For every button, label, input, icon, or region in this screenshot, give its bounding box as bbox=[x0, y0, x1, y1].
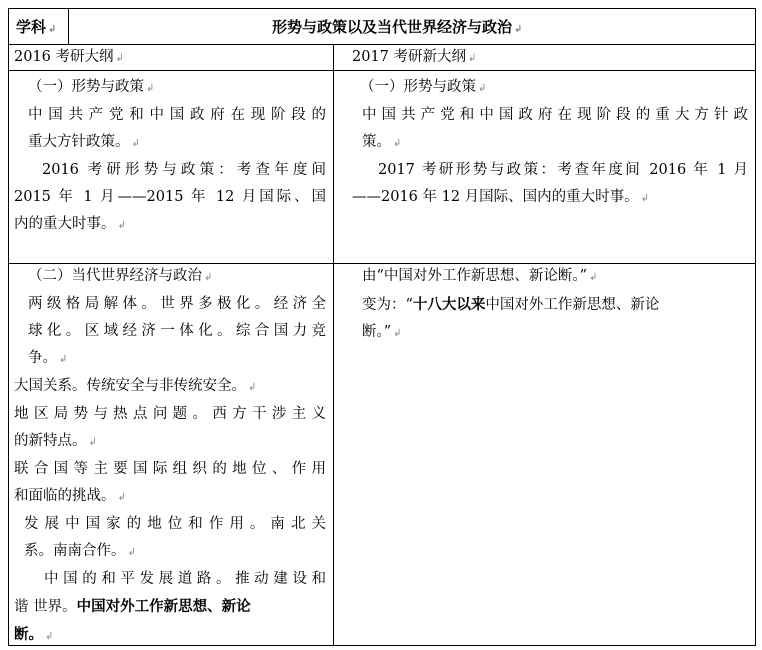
column-header-2017-text: 2017 考研新大纲 bbox=[352, 49, 467, 65]
column-header-2016-text: 2016 考研大纲 bbox=[14, 49, 114, 65]
section2-old-line: 球化。区域经济一体化。综合国力竞 bbox=[28, 323, 326, 339]
paragraph-mark-icon: ↲ bbox=[48, 24, 57, 35]
subject-label-text: 学科 bbox=[16, 18, 47, 36]
section1-new-line: ——2016 年 12 月国际、国内的重大时事。 bbox=[352, 189, 639, 205]
section1-new-heading: （一）形势与政策 bbox=[360, 79, 476, 95]
section1-old-line: 内的重大时事。 bbox=[14, 216, 116, 232]
section1-new-line: 策。 bbox=[362, 134, 391, 150]
section2-old-line: 中国的和平发展道路。推动建设和 bbox=[44, 571, 326, 587]
paragraph-mark-icon: ↲ bbox=[45, 631, 54, 642]
section2-old-line: 联合国等主要国际组织的地位、作用 bbox=[14, 461, 326, 477]
section1-old-heading: （一）形势与政策 bbox=[28, 79, 144, 95]
column-header-2016 bbox=[14, 45, 124, 71]
subject-label bbox=[16, 17, 56, 40]
section2-old-line: 大国关系。传统安全与非传统安全。 bbox=[14, 378, 246, 394]
paragraph-mark-icon: ↲ bbox=[146, 83, 155, 94]
table-border-left bbox=[8, 8, 9, 646]
table-border-top bbox=[8, 8, 756, 9]
paragraph-mark-icon: ↲ bbox=[514, 24, 523, 35]
paragraph-mark-icon: ↲ bbox=[88, 437, 97, 448]
paragraph-mark-icon: ↲ bbox=[478, 83, 487, 94]
section2-new-prefix: 变为：“ bbox=[362, 297, 413, 313]
section2-old-line: 地区局势与热点问题。西方干涉主义 bbox=[14, 406, 326, 422]
paragraph-mark-icon: ↲ bbox=[393, 328, 402, 339]
section2-new-line: 断。” bbox=[362, 324, 392, 340]
table-border-right bbox=[755, 8, 756, 646]
section2-new-bold: 十八大以来 bbox=[412, 296, 486, 313]
section1-new-cell bbox=[352, 74, 748, 212]
paragraph-mark-icon: ↲ bbox=[117, 492, 126, 503]
paragraph-mark-icon: ↲ bbox=[468, 53, 477, 64]
section2-old-heading: （二）当代世界经济与政治 bbox=[28, 268, 202, 284]
section2-old-line: 的新特点。 bbox=[14, 433, 87, 449]
column-header-2017 bbox=[352, 45, 476, 71]
paragraph-mark-icon: ↲ bbox=[640, 193, 650, 204]
paragraph-mark-icon: ↲ bbox=[131, 138, 140, 149]
paragraph-mark-icon: ↲ bbox=[117, 220, 126, 231]
paragraph-mark-icon: ↲ bbox=[248, 382, 257, 393]
paragraph-mark-icon: ↲ bbox=[589, 272, 598, 283]
paragraph-mark-icon: ↲ bbox=[393, 138, 402, 149]
section2-old-line: 争。 bbox=[28, 350, 57, 366]
subject-column-divider bbox=[68, 8, 69, 44]
paragraph-mark-icon: ↲ bbox=[59, 354, 68, 365]
section2-old-line: 谐 世界。 bbox=[14, 599, 77, 615]
section2-old-cell bbox=[14, 263, 326, 650]
section1-old-line: 2015 年 1 月——2015 年 12 月国际、国 bbox=[14, 189, 326, 205]
section1-new-line: 2017 考研形势与政策：考查年度间 2016 年 1 月 bbox=[378, 162, 748, 178]
section1-new-line: 中国共产党和中国政府在现阶段的重大方针政 bbox=[362, 107, 748, 123]
table-title bbox=[272, 17, 522, 40]
section2-old-line: 两级格局解体。世界多极化。经济全 bbox=[28, 296, 326, 312]
section1-old-line: 中国共产党和中国政府在现阶段的 bbox=[28, 107, 326, 123]
section2-old-line: 发展中国家的地位和作用。南北关 bbox=[24, 516, 326, 532]
section2-old-bold-line: 中国对外工作新思想、新论 bbox=[76, 598, 251, 615]
syllabus-table bbox=[8, 8, 756, 646]
section2-old-line: 和面临的挑战。 bbox=[14, 488, 116, 504]
section2-new-rest: 中国对外工作新思想、新论 bbox=[485, 297, 660, 313]
section1-old-line: 重大方针政策。 bbox=[28, 134, 130, 150]
section2-new-cell bbox=[352, 263, 748, 347]
column-divider bbox=[333, 44, 334, 646]
table-title-text: 形势与政策以及当代世界经济与政治 bbox=[272, 18, 513, 36]
paragraph-mark-icon: ↲ bbox=[127, 547, 136, 558]
section1-old-cell bbox=[14, 74, 326, 239]
paragraph-mark-icon: ↲ bbox=[115, 53, 124, 64]
section2-old-line: 系。南南合作。 bbox=[24, 543, 126, 559]
section2-new-line: 由“中国对外工作新思想、新论断。” bbox=[362, 268, 588, 284]
paragraph-mark-icon: ↲ bbox=[204, 272, 213, 283]
section1-old-line: 2016 考研形势与政策：考查年度间 bbox=[42, 162, 326, 178]
section2-old-bold-line: 断。 bbox=[14, 626, 43, 643]
